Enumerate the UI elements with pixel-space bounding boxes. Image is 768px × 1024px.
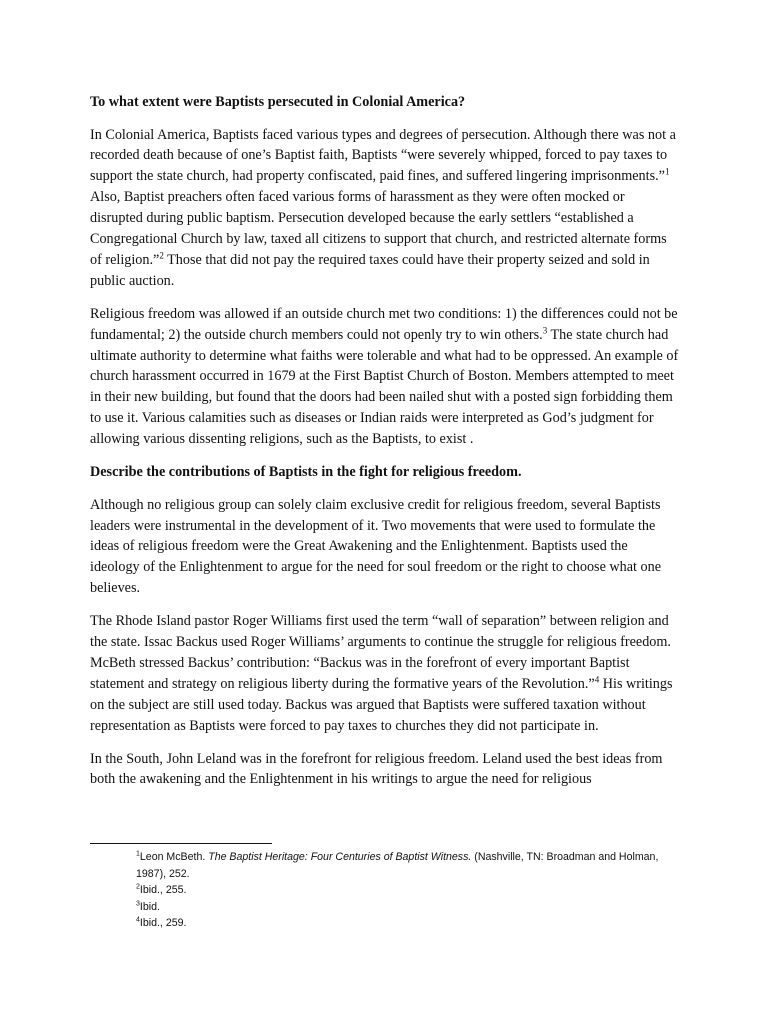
footnote-text: Ibid. — [139, 900, 160, 913]
footnote-separator — [90, 843, 272, 844]
text-run: The Rhode Island pastor Roger Williams first used the term “wall of separation” between religion and the state. Issac Backus used Roger Williams’ arguments to continue the struggle for religious freedom. McBeth stressed Backus’ contribution: “Backus was in the forefront of every important Baptist statement and strategy on religious liberty during the formative years of the Revolution.” — [90, 613, 671, 692]
paragraph-persecution-1 — [90, 125, 680, 292]
paragraph-contributions-1 — [90, 495, 680, 600]
footnote-4 — [90, 915, 690, 932]
document-body — [90, 92, 680, 802]
text-run: In Colonial America, Baptists faced various types and degrees of persecution. Although there was not a recorded death because of one’s Baptist faith, Baptists “were severely whipped, forced to pay taxes to support the state church, had property confiscated, paid fines, and suffered lingering imprisonments.” — [90, 126, 676, 185]
footnote-3 — [90, 899, 690, 916]
text-run: Those that did not pay the required taxes could have their property seized and sold in public auction. — [90, 251, 650, 289]
footnote-number: 2 — [136, 883, 140, 891]
text-run: Religious freedom was allowed if an outside church met two conditions: 1) the differences could not be fundamental; 2) the outside church members could not openly try to win others. — [90, 305, 678, 343]
footnote-text: Ibid., 255. — [139, 884, 187, 896]
text-run: Also, Baptist preachers often faced various forms of harassment as they were often mocked or disrupted during public baptism. Persecution developed because the early settlers “established a Congregational Church by law, taxed all citizens to support that church, and restricted alternate forms of religion.” — [90, 189, 667, 268]
paragraph-contributions-3 — [90, 749, 680, 791]
text-run: The state church had ultimate authority to determine what faiths were tolerable and what had to be oppressed. An example of church harassment occurred in 1679 at the First Baptist Church of Boston. Members attempted to meet in their new building, but found that the doors had been nailed shut with a posted sign forbidding them to use it. Various calamities such as diseases or Indian raids were interpreted as God’s judgment for allowing various dissenting religions, such as the Baptists, to exist . — [90, 326, 679, 448]
footnote-number: 4 — [136, 916, 140, 924]
footnote-2 — [90, 882, 690, 899]
footnote-ref-4[interactable]: 4 — [594, 674, 600, 685]
footnote-publication: (Nashville, TN: Broadman and Holman, 1987), 252. — [136, 851, 659, 880]
footnote-ref-1[interactable]: 1 — [664, 166, 670, 177]
footnote-text: Ibid., 259. — [139, 917, 187, 929]
text-run: In the South, John Leland was in the forefront for religious freedom. Leland used the best ideas from both the awakening and the Enlightenment in his writings to argue the need for religious — [90, 750, 663, 788]
paragraph-contributions-2 — [90, 611, 680, 736]
footnote-ref-3[interactable]: 3 — [542, 324, 548, 335]
paragraph-persecution-2 — [90, 304, 680, 450]
footnote-author: Leon McBeth. — [139, 851, 206, 863]
footnote-1 — [90, 849, 690, 882]
section-heading-persecution: To what extent were Baptists persecuted in Colonial America? — [90, 94, 466, 110]
footnote-ref-2[interactable]: 2 — [159, 250, 164, 261]
footnote-book-title: The Baptist Heritage: Four Centuries of Baptist Witness. — [208, 851, 472, 863]
section-heading-contributions: Describe the contributions of Baptists in the fight for religious freedom. — [90, 464, 522, 481]
footnotes — [90, 849, 690, 932]
text-run: His writings on the subject are still used today. Backus was argued that Baptists were suffered taxation without representation as Baptists were forced to pay taxes to churches they did not participate in. — [90, 675, 673, 734]
footnote-number: 1 — [136, 850, 140, 858]
footnote-number: 3 — [136, 899, 140, 907]
text-run: Although no religious group can solely claim exclusive credit for religious freedom, several Baptists leaders were instrumental in the development of it. Two movements that were used to formulate the ideas of religious freedom were the Great Awakening and the Enlightenment. Baptists used the ideology of the Enlightenment to argue for the need for soul freedom or the right to choose what one believes. — [90, 496, 662, 597]
